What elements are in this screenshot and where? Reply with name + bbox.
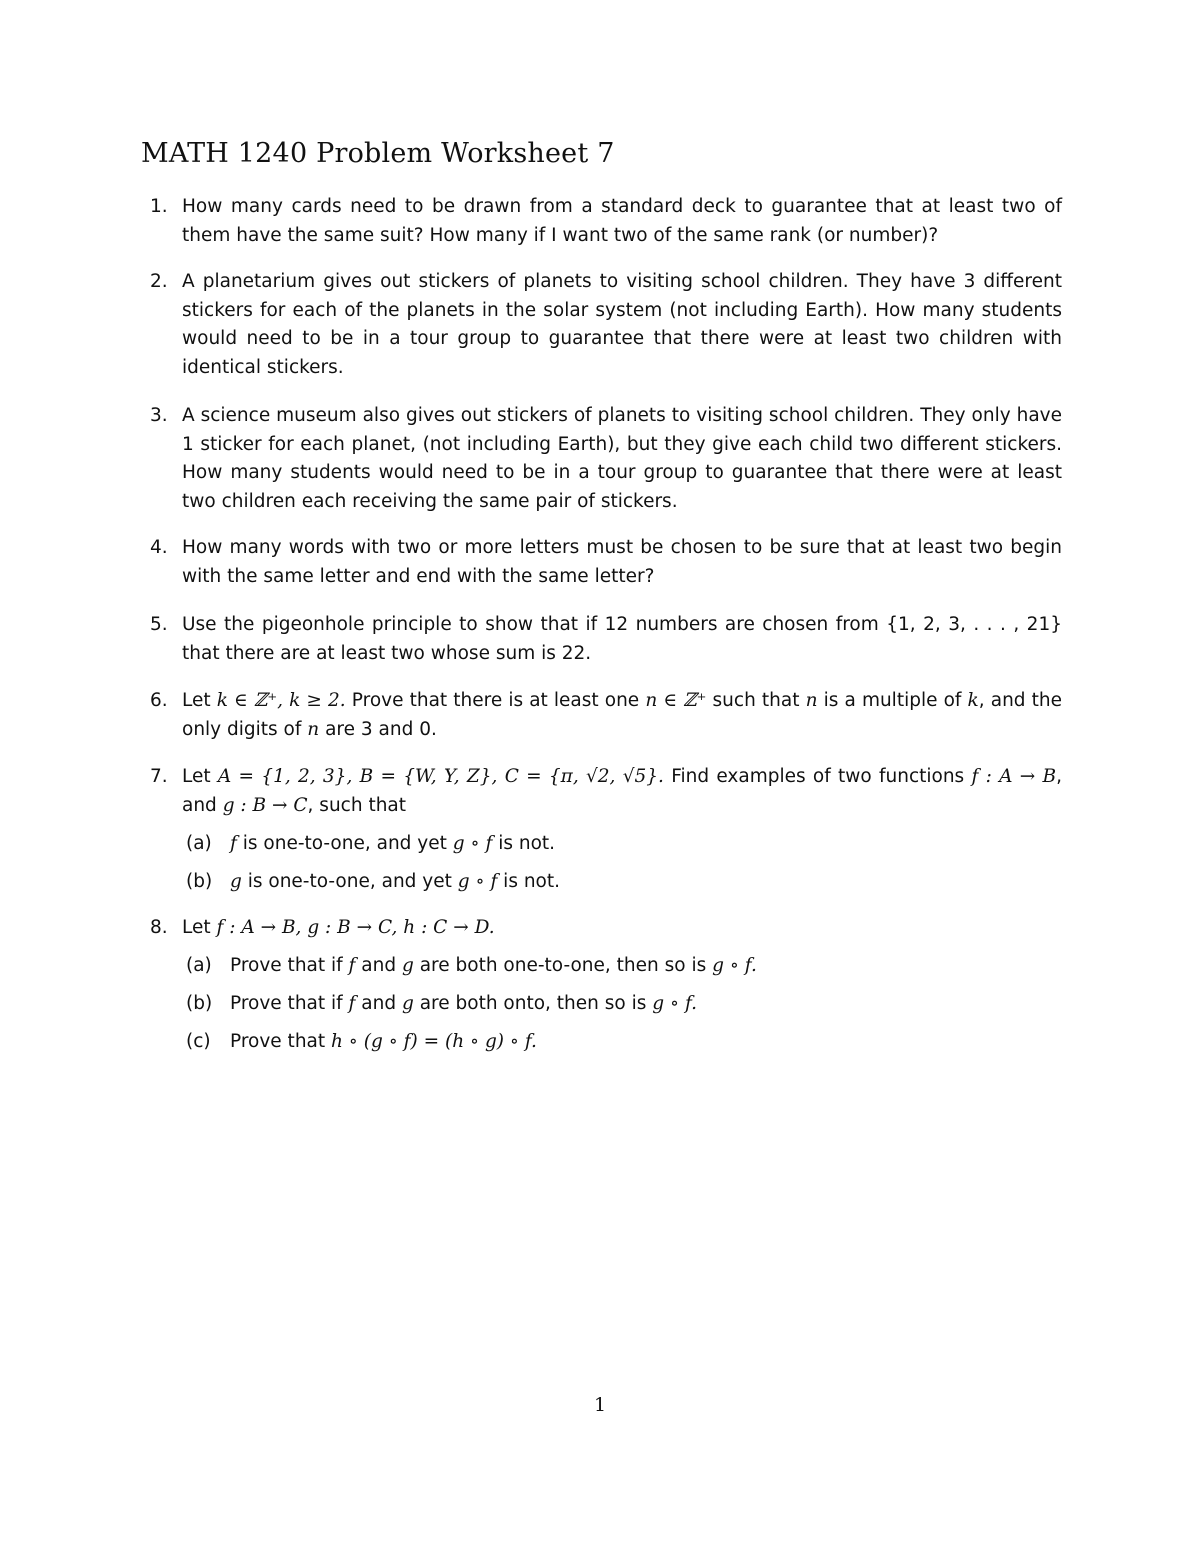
problem-3 xyxy=(150,402,1062,517)
problem-number: 7. xyxy=(150,766,168,787)
problem-text: A planetarium gives out stickers of planets to visiting school children. They have 3 different stickers for each of the planets in the solar system (not including Earth). How many students would need to be in a tour group to guarantee that there were at least two children with identical stickers. xyxy=(182,271,1062,379)
problem-number: 5. xyxy=(150,614,168,635)
math-expression: f : A → B, g : B → C, h : C → D. xyxy=(216,917,495,938)
math-expression: f : A → B xyxy=(971,766,1057,787)
subproblem-label: (b) xyxy=(186,993,213,1014)
problem-number: 3. xyxy=(150,405,168,426)
subproblem-label: (b) xyxy=(186,871,213,892)
problem-text: Use the pigeonhole principle to show that if 12 numbers are chosen from {1, 2, 3, . . . , 21} that there are at least two whose sum is 22. xyxy=(182,614,1062,664)
math-expression: g xyxy=(401,993,414,1014)
math-expression: g ∘ f. xyxy=(712,955,757,976)
problem-8 xyxy=(150,914,1062,943)
math-expression: g ∘ f. xyxy=(652,993,698,1014)
subproblem-label: (a) xyxy=(186,955,212,976)
subproblem-8c: (c) Prove that h ∘ (g ∘ f) = (h ∘ g) ∘ f. xyxy=(186,1028,1062,1057)
math-expression: g ∘ f xyxy=(457,871,498,892)
math-expression: f xyxy=(230,833,237,854)
problem-number: 4. xyxy=(150,537,168,558)
subproblem-label: (a) xyxy=(186,833,212,854)
subproblem-7a: (a) f is one-to-one, and yet g ∘ f is not. xyxy=(186,830,1062,859)
subproblem-8a: (a) Prove that if f and g are both one-to-one, then so is g ∘ f. xyxy=(186,952,1062,981)
math-expression: n ∈ ℤ⁺ xyxy=(645,690,707,711)
problem-4 xyxy=(150,534,1062,591)
problem-2 xyxy=(150,268,1062,383)
math-expression: g ∘ f xyxy=(452,833,493,854)
problem-7 xyxy=(150,763,1062,820)
math-expression: g : B → C xyxy=(222,794,308,816)
problem-text: Let f : A → B, g : B → C, h : C → D. xyxy=(182,917,495,938)
problem-text: Let A = {1, 2, 3}, B = {W, Y, Z}, C = {π, √2, √5}. Find examples of two functions f : A → B, and g : B → C, such that xyxy=(182,766,1063,816)
math-expression: g xyxy=(230,871,242,892)
math-expression: n xyxy=(805,690,818,711)
problem-6 xyxy=(150,687,1062,744)
math-expression: A = {1, 2, 3}, B = {W, Y, Z}, C = {π, √2, √5}. xyxy=(217,766,664,787)
problem-number: 8. xyxy=(150,917,168,938)
subproblem-7b: (b) g is one-to-one, and yet g ∘ f is not. xyxy=(186,868,1062,897)
problem-text: Let k ∈ ℤ⁺, k ≥ 2. Prove that there is at least one n ∈ ℤ⁺ such that n is a multiple of k, and the only digits of n are 3 and 0. xyxy=(182,690,1063,740)
problem-number: 6. xyxy=(150,690,168,711)
problem-text: How many words with two or more letters must be chosen to be sure that at least two begin with the same letter and end with the same letter? xyxy=(182,537,1062,587)
problem-number: 2. xyxy=(150,271,168,292)
problem-1 xyxy=(150,193,1062,250)
subproblem-label: (c) xyxy=(186,1031,211,1052)
math-expression: k xyxy=(967,690,979,711)
page-title: MATH 1240 Problem Worksheet 7 xyxy=(141,138,615,169)
math-expression: k ∈ ℤ⁺, k ≥ 2. xyxy=(216,690,346,711)
math-expression: h ∘ (g ∘ f) = (h ∘ g) ∘ f. xyxy=(331,1031,537,1052)
math-expression: g xyxy=(401,955,414,976)
math-expression: f xyxy=(348,993,356,1014)
page-number: 1 xyxy=(593,1394,607,1416)
problem-text: A science museum also gives out stickers of planets to visiting school children. They only have 1 sticker for each planet, (not including Earth), but they give each child two different stickers. How many students would need to be in a tour group to guarantee that there were at least two children each receiving the same pair of stickers. xyxy=(182,405,1062,513)
math-expression: n xyxy=(307,718,320,740)
subproblem-8b: (b) Prove that if f and g are both onto, then so is g ∘ f. xyxy=(186,990,1062,1019)
math-expression: f xyxy=(348,955,356,976)
problem-5 xyxy=(150,611,1062,668)
problem-number: 1. xyxy=(150,196,168,217)
problem-text: How many cards need to be drawn from a standard deck to guarantee that at least two of them have the same suit? How many if I want two of the same rank (or number)? xyxy=(182,196,1062,246)
